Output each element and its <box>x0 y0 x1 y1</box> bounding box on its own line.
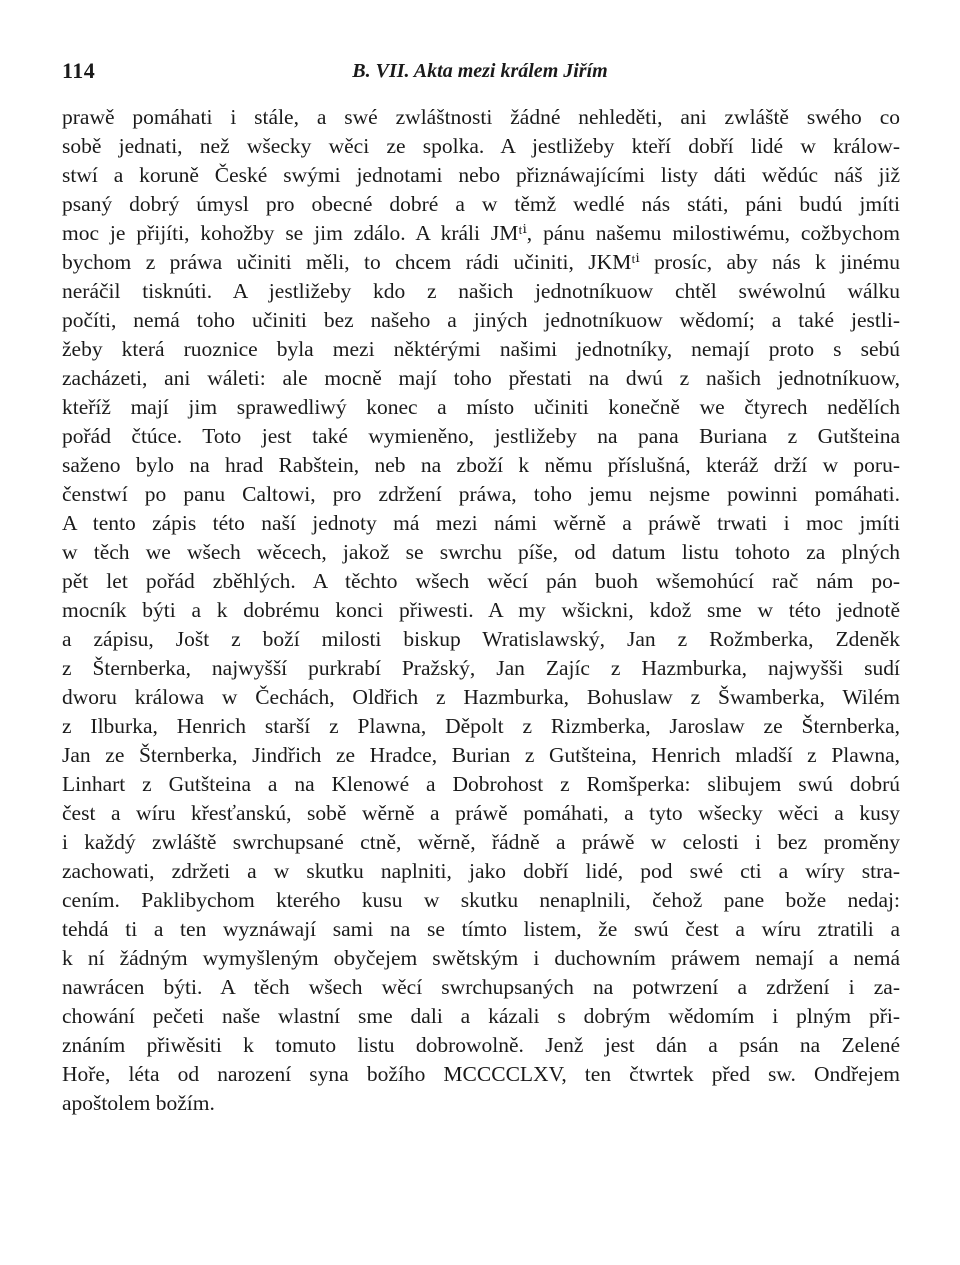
text-line: čenstwí po panu Caltowi, pro zdržení práwa, toho jemu nejsme powinni pomáhati. <box>62 482 900 506</box>
text-line: z Šternberka, najwyšší purkrabí Pražský, Jan Zajíc z Hazmburka, najwyšši sudí <box>62 656 900 680</box>
text-line: zacházeti, ani wáleti: ale mocně mají toho přestati na dwú z našich jednotníkuow, <box>62 366 900 390</box>
text-line: neráčil tisknúti. A jestližeby kdo z našich jednotníkuow chtěl swéwolnú wálku <box>62 279 900 303</box>
text-line: Linhart z Gutšteina a na Klenowé a Dobrohost z Romšperka: slibujem swú dobrú <box>62 772 900 796</box>
text-line: zachowati, zdržeti a w skutku naplniti, jako dobří lidé, pod swé cti a wíry stra- <box>62 859 900 883</box>
body-text <box>62 103 900 1118</box>
text-line: i každý zwláště swrchupsané ctně, wěrně, řádně a práwě w celosti i bez proměny <box>62 830 900 854</box>
page-header <box>62 58 898 92</box>
text-line: kteříž mají jim sprawedliwý konec a místo učiniti konečně we čtyrech nedělích <box>62 395 900 419</box>
text-line: tehdá ti a ten wyznáwají sami na se tímto listem, že swú čest a wíru ztratili a <box>62 917 900 941</box>
text-line: w těch we wšech wěcech, jakož se swrchu píše, od datum listu tohoto za plných <box>62 540 900 564</box>
text-line: Jan ze Šternberka, Jindřich ze Hradce, Burian z Gutšteina, Henrich mladší z Plawna, <box>62 743 900 767</box>
text-line: žeby která ruoznice byla mezi něktérými našimi jednotníky, nemají proto s sebú <box>62 337 900 361</box>
text-line: prawě pomáhati i stále, a swé zwláštnosti žádné nehleděti, ani zwláště swého co <box>62 105 900 129</box>
text-line: nawrácen býti. A těch wšech wěcí swrchupsaných na potwrzení a zdržení i za- <box>62 975 900 999</box>
text-line: znáním přiwěsiti k tomuto listu dobrowolně. Jenž jest dán a psán na Zelené <box>62 1033 900 1057</box>
text-line: a zápisu, Jošt z boží milosti biskup Wratislawský, Jan z Rožmberka, Zdeněk <box>62 627 900 651</box>
text-line: moc je přijíti, kohožby se jim zdálo. A králi JMᵗⁱ, pánu našemu milostiwému, cožbychom <box>62 221 900 245</box>
text-line: Hoře, léta od narození syna božího MCCCCLXV, ten čtwrtek před sw. Ondřejem <box>62 1062 900 1086</box>
text-line: k ní žádným wymyšleným obyčejem swětským i duchowním práwem nemají a nemá <box>62 946 900 970</box>
running-title: B. VII. Akta mezi králem Jiřím <box>352 60 608 82</box>
text-line: dworu králowa w Čechách, Oldřich z Hazmburka, Bohuslaw z Šwamberka, Wilém <box>62 685 900 709</box>
text-line: cením. Paklibychom kterého kusu w skutku nenaplnili, čehož pane bože nedaj: <box>62 888 900 912</box>
text-line: stwí a koruně České swými jednotami nebo přiznáwajícími listy dáti wědúc náš již <box>62 163 900 187</box>
text-line: pět let pořád zběhlých. A těchto wšech wěcí pán buoh wšemohúcí rač nám po- <box>62 569 900 593</box>
text-line: z Ilburka, Henrich starší z Plawna, Děpolt z Rizmberka, Jaroslaw ze Šternberka, <box>62 714 900 738</box>
text-line: sobě jednati, než wšecky wěci ze spolka. A jestližeby kteří dobří lidé w králow- <box>62 134 900 158</box>
text-line: pořád čtúce. Toto jest také wymieněno, jestližeby na pana Buriana z Gutšteina <box>62 424 900 448</box>
text-line: čest a wíru křesťanskú, sobě wěrně a práwě pomáhati, a tyto wšecky wěci a kusy <box>62 801 900 825</box>
text-line: saženo bylo na hrad Rabštein, neb na zboží k němu příslušná, kteráž drží w poru- <box>62 453 900 477</box>
text-line: mocník býti a k dobrému konci přiwesti. A my wšickni, kdož sme w této jednotě <box>62 598 900 622</box>
text-line: bychom z práwa učiniti měli, to chcem rádi učiniti, JKMᵗⁱ prosíc, aby nás k jinému <box>62 250 900 274</box>
text-line: A tento zápis této naší jednoty má mezi námi wěrně a práwě trwati i moc jmíti <box>62 511 900 535</box>
text-line: chowání pečeti naše wlastní sme dali a kázali s dobrým wědomím i plným při- <box>62 1004 900 1028</box>
text-line: apoštolem božím. <box>62 1091 215 1115</box>
page-number: 114 <box>62 58 96 83</box>
text-line: počíti, nemá toho učiniti bez našeho a jiných jednotníkuow wědomí; a také jestli- <box>62 308 900 332</box>
text-line: psaný dobrý úmysl pro obecné dobré a w těmž wedlé nás státi, páni budú jmíti <box>62 192 900 216</box>
